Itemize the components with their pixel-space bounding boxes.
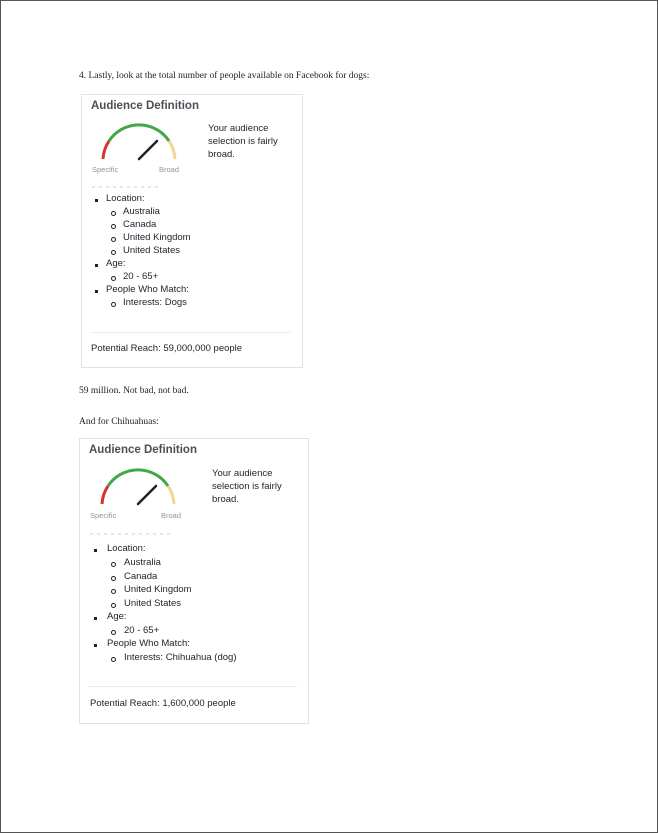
- list-bullet: [111, 276, 116, 281]
- description-line: Your audience: [212, 468, 273, 479]
- list-bullet: [111, 211, 116, 216]
- blurred-separator: [90, 533, 170, 535]
- list-bullet: [111, 589, 116, 594]
- location-item: United Kingdom: [124, 584, 192, 595]
- blurred-separator: [92, 186, 162, 188]
- location-item: United States: [124, 598, 182, 609]
- middle-paragraph: 59 million. Not bad, not bad.: [79, 386, 189, 396]
- description-line: Your audience: [208, 123, 269, 134]
- interest-item: Interests: Dogs: [123, 297, 187, 308]
- list-bullet: [95, 290, 98, 293]
- description-line: selection is fairly: [208, 136, 278, 147]
- list-bullet: [94, 617, 97, 620]
- location-label: Location:: [107, 543, 146, 554]
- card-title: Audience Definition: [91, 100, 199, 112]
- list-bullet: [111, 657, 116, 662]
- list-bullet: [111, 250, 116, 255]
- potential-reach: Potential Reach: 1,600,000 people: [90, 698, 236, 709]
- audience-definition-card-dogs: [81, 94, 303, 368]
- age-label: Age:: [107, 611, 127, 622]
- description-line: broad.: [212, 494, 239, 505]
- card-divider: [91, 332, 291, 333]
- list-bullet: [111, 603, 116, 608]
- list-bullet: [111, 224, 116, 229]
- audience-description: [212, 467, 282, 506]
- card-title: Audience Definition: [89, 444, 197, 456]
- location-item: Australia: [124, 557, 161, 568]
- age-value: 20 - 65+: [123, 271, 159, 282]
- location-item: Canada: [124, 571, 158, 582]
- list-bullet: [111, 237, 116, 242]
- match-label: People Who Match:: [106, 284, 189, 295]
- location-item: Australia: [123, 206, 160, 217]
- gauge-specific-label: Specific: [92, 165, 119, 174]
- chihuahua-paragraph: And for Chihuahuas:: [79, 417, 159, 427]
- potential-reach: Potential Reach: 59,000,000 people: [91, 343, 243, 354]
- location-item: United States: [123, 245, 181, 256]
- match-label: People Who Match:: [107, 638, 190, 649]
- audience-definition-card-chihuahua: [79, 438, 309, 724]
- list-bullet: [111, 302, 116, 307]
- gauge-specific-label: Specific: [90, 511, 117, 520]
- list-bullet: [94, 644, 97, 647]
- age-value: 20 - 65+: [124, 625, 160, 636]
- card-divider: [89, 686, 297, 687]
- description-line: broad.: [208, 149, 235, 160]
- gauge-broad-label: Broad: [159, 165, 180, 174]
- audience-gauge-icon: [97, 466, 179, 508]
- gauge-broad-label: Broad: [161, 511, 182, 520]
- list-bullet: [94, 549, 97, 552]
- audience-description: [208, 122, 278, 161]
- intro-paragraph: 4. Lastly, look at the total number of people available on Facebook for dogs:: [79, 71, 370, 81]
- interest-item: Interests: Chihuahua (dog): [124, 652, 237, 663]
- list-bullet: [95, 199, 98, 202]
- age-label: Age:: [106, 258, 126, 269]
- list-bullet: [95, 264, 98, 267]
- location-item: Canada: [123, 219, 157, 230]
- list-bullet: [111, 630, 116, 635]
- location-label: Location:: [106, 193, 145, 204]
- audience-gauge-icon: [98, 121, 180, 163]
- description-line: selection is fairly: [212, 481, 282, 492]
- location-item: United Kingdom: [123, 232, 191, 243]
- list-bullet: [111, 562, 116, 567]
- list-bullet: [111, 576, 116, 581]
